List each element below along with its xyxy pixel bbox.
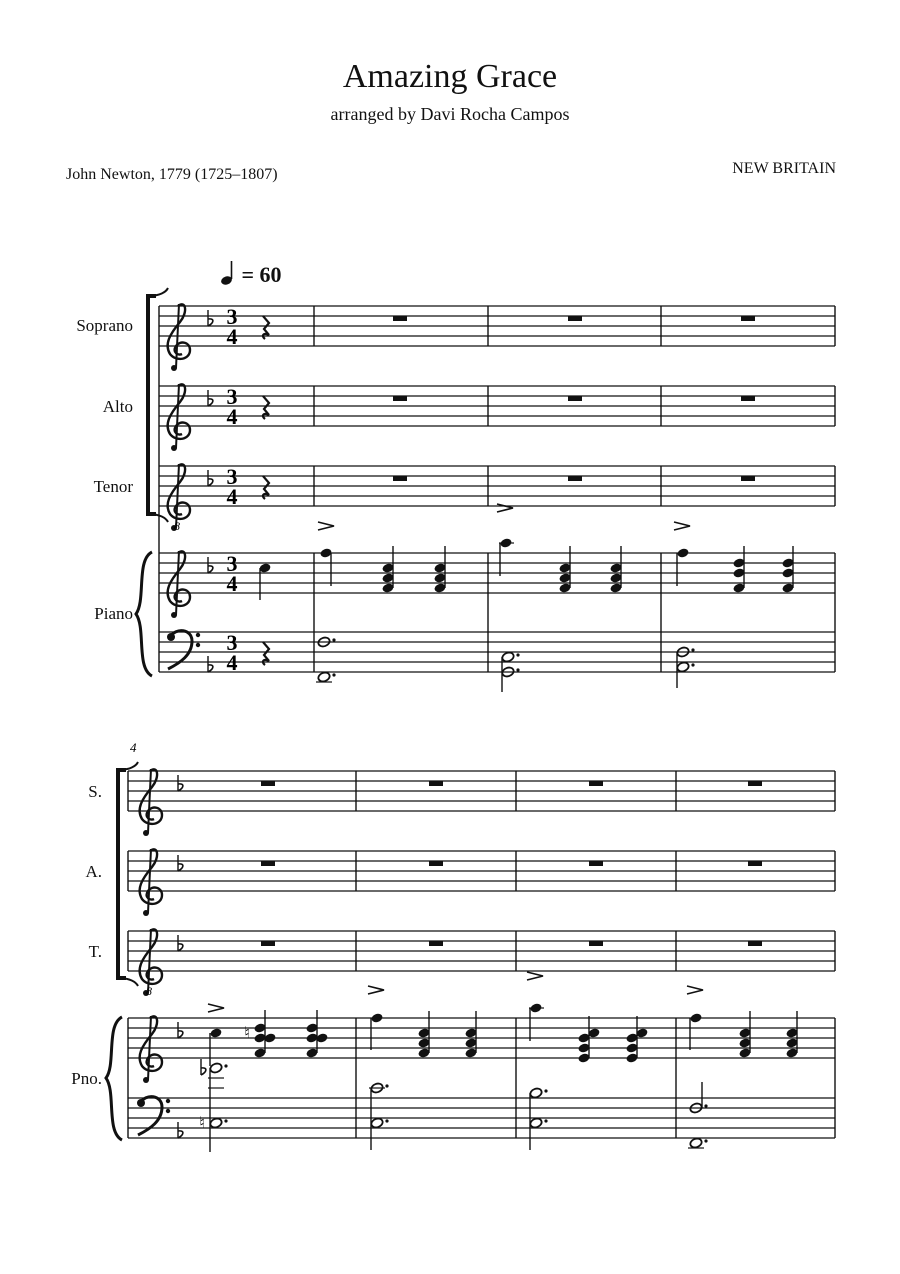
time-sig-den: 4	[226, 324, 238, 349]
system-2	[106, 740, 835, 1152]
whole-rest-icon	[429, 781, 443, 786]
flat-icon	[208, 310, 213, 326]
whole-rest-icon	[261, 861, 275, 866]
whole-rest-icon	[741, 476, 755, 481]
octave-mark: 8	[146, 984, 152, 998]
piano-brace	[136, 552, 152, 676]
alto-staff	[159, 384, 835, 451]
instrument-label-alto: Alto	[102, 397, 133, 416]
flat-icon	[208, 557, 213, 573]
flat-icon	[201, 1059, 206, 1075]
piano-rh-staff	[159, 504, 835, 618]
flat-icon	[178, 1022, 183, 1038]
score-title: Amazing Grace	[342, 58, 558, 95]
flat-icon	[178, 855, 183, 871]
whole-rest-icon	[589, 861, 603, 866]
whole-rest-icon	[748, 941, 762, 946]
piano-brace	[106, 1017, 122, 1140]
flat-icon	[208, 656, 213, 672]
whole-rest-icon	[393, 476, 407, 481]
flat-icon	[178, 1122, 183, 1138]
whole-rest-icon	[393, 396, 407, 401]
alto-staff	[128, 849, 835, 916]
flat-icon	[208, 390, 213, 406]
time-sig-num: 3	[226, 551, 238, 576]
whole-rest-icon	[748, 861, 762, 866]
instrument-label-pno: Pno.	[71, 1069, 102, 1088]
time-sig-den: 4	[226, 571, 238, 596]
whole-rest-icon	[429, 941, 443, 946]
bass-clef-icon	[137, 1097, 170, 1135]
whole-rest-icon	[589, 781, 603, 786]
whole-rest-icon	[741, 396, 755, 401]
treble-clef-icon	[140, 769, 162, 836]
whole-rest-icon	[568, 476, 582, 481]
choir-bracket	[148, 296, 156, 514]
piano-rh-staff	[128, 972, 835, 1083]
whole-rest-icon	[748, 781, 762, 786]
piano-lh-staff	[159, 630, 835, 692]
time-sig-den: 4	[226, 484, 238, 509]
whole-rest-icon	[568, 316, 582, 321]
octave-mark: 8	[174, 519, 180, 533]
natural-icon: ♮	[199, 1113, 205, 1132]
flat-icon	[178, 935, 183, 951]
measure-number: 4	[130, 740, 137, 755]
whole-rest-icon	[589, 941, 603, 946]
treble-clef-icon	[168, 551, 190, 618]
choir-bracket	[118, 770, 126, 978]
piano-lh-staff	[128, 1059, 835, 1152]
whole-rest-icon	[429, 861, 443, 866]
whole-rest-icon	[741, 316, 755, 321]
tenor-staff	[159, 464, 835, 533]
instrument-label-piano: Piano	[94, 604, 133, 623]
whole-rest-icon	[261, 941, 275, 946]
soprano-staff	[128, 769, 835, 836]
time-sig-num: 3	[226, 304, 238, 329]
time-sig-den: 4	[226, 650, 238, 675]
system-1	[136, 288, 835, 692]
time-sig-num: 3	[226, 384, 238, 409]
natural-icon: ♮	[244, 1023, 250, 1042]
whole-rest-icon	[261, 781, 275, 786]
tune-name: NEW BRITAIN	[732, 160, 836, 177]
time-sig-den: 4	[226, 404, 238, 429]
instrument-label-tenor: Tenor	[93, 477, 133, 496]
whole-rest-icon	[568, 396, 582, 401]
treble-clef-icon	[140, 849, 162, 916]
tenor-staff	[128, 929, 835, 998]
lyricist-credit: John Newton, 1779 (1725–1807)	[66, 166, 278, 183]
instrument-label-s: S.	[88, 782, 102, 801]
treble-clef-icon	[140, 1016, 162, 1083]
flat-icon	[208, 470, 213, 486]
flat-icon	[178, 775, 183, 791]
soprano-staff	[159, 304, 835, 371]
time-sig-num: 3	[226, 464, 238, 489]
treble-clef-icon	[168, 384, 190, 451]
instrument-label-t: T.	[88, 942, 102, 961]
score-subtitle: arranged by Davi Rocha Campos	[330, 104, 570, 124]
time-sig-num: 3	[226, 630, 238, 655]
bass-clef-icon	[167, 631, 200, 669]
tempo-value: = 60	[241, 262, 282, 287]
whole-rest-icon	[393, 316, 407, 321]
instrument-label-soprano: Soprano	[76, 316, 133, 335]
treble-clef-icon	[168, 304, 190, 371]
instrument-label-a: A.	[85, 862, 102, 881]
